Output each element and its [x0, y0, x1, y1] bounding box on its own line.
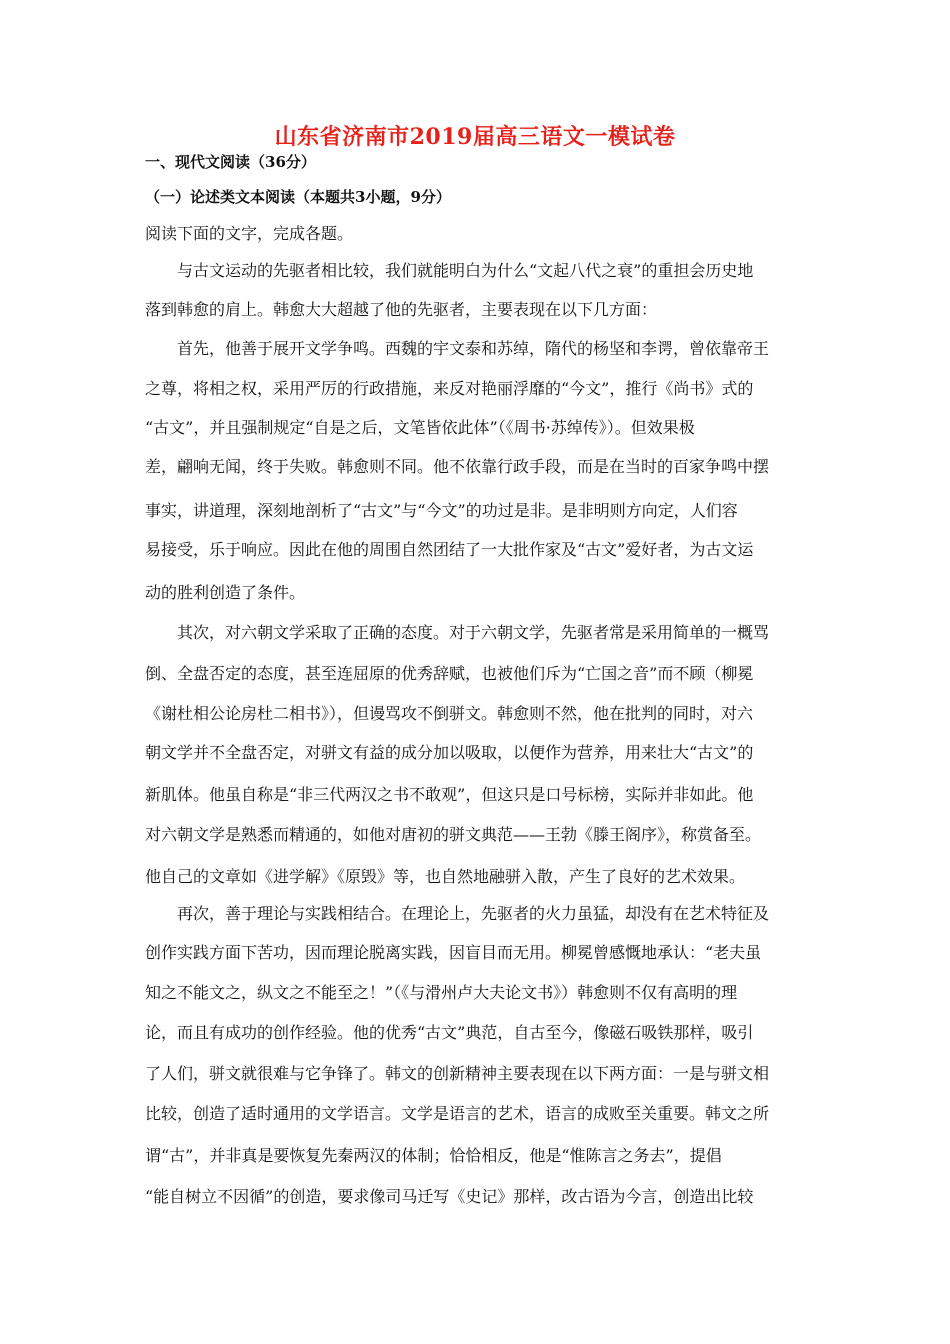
text-line: 他自己的文章如《进学解》《原毁》等，也自然地融骈入散，产生了良好的艺术效果。 — [145, 867, 746, 886]
text-line: 创作实践方面下苦功，因而理论脱离实践，因盲目而无用。柳冕曾感慨地承认：“老夫虽 — [145, 943, 762, 962]
text-line: 论，而且有成功的创作经验。他的优秀“古文”典范，自古至今，像磁石吸铁那样，吸引 — [145, 1023, 754, 1042]
text-line: 了人们，骈文就很难与它争锋了。韩文的创新精神主要表现在以下两方面：一是与骈文相 — [145, 1064, 770, 1083]
subsection-heading: （一）论述类文本阅读（本题共3小题，9分） — [145, 188, 451, 206]
text-line: 落到韩愈的肩上。韩愈大大超越了他的先驱者，主要表现在以下几方面： — [145, 300, 658, 319]
text-line: 《谢杜相公论房杜二相书》），但谩骂攻不倒骈文。韩愈则不然，他在批判的同时，对六 — [145, 704, 754, 723]
text-line: 比较，创造了适时通用的文学语言。文学是语言的艺术，语言的成败至关重要。韩文之所 — [145, 1104, 770, 1123]
section-heading: 一、现代文阅读（36分） — [145, 153, 316, 171]
text-line: 之尊，将相之权，采用严厉的行政措施，来反对艳丽浮靡的“今文”，推行《尚书》式的 — [145, 379, 754, 398]
text-line: “能自树立不因循”的创造，要求像司马迁写《史记》那样，改古语为今言，创造出比较 — [145, 1187, 754, 1206]
instruction-text: 阅读下面的文字，完成各题。 — [145, 224, 354, 243]
text-line: 差，翩响无闻，终于失败。韩愈则不同。他不依靠行政手段，而是在当时的百家争鸣中摆 — [145, 457, 770, 476]
text-line: 再次，善于理论与实践相结合。在理论上，先驱者的火力虽猛，却没有在艺术特征及 — [177, 904, 770, 923]
text-line: 易接受，乐于响应。因此在他的周围自然团结了一大批作家及“古文”爱好者，为古文运 — [145, 540, 754, 559]
text-line: 朝文学并不全盘否定，对骈文有益的成分加以吸取，以便作为营养，用来壮大“古文”的 — [145, 743, 754, 762]
text-line: 与古文运动的先驱者相比较，我们就能明白为什么“文起八代之衰”的重担会历史地 — [177, 261, 754, 280]
text-line: 谓“古”，并非真是要恢复先秦两汉的体制；恰恰相反，他是“惟陈言之务去”，提倡 — [145, 1146, 722, 1165]
document-title: 山东省济南市2019届高三语文一模试卷 — [274, 124, 676, 150]
text-line: 首先，他善于展开文学争鸣。西魏的宇文泰和苏绰，隋代的杨坚和李谔，曾依靠帝王 — [177, 339, 770, 358]
text-line: 动的胜利创造了条件。 — [145, 583, 306, 602]
text-line: 倒、全盘否定的态度，甚至连屈原的优秀辞赋，也被他们斥为“亡国之音”而不顾（柳冕 — [145, 664, 754, 683]
text-line: 其次，对六朝文学采取了正确的态度。对于六朝文学，先驱者常是采用简单的一概骂 — [177, 623, 770, 642]
text-line: 对六朝文学是熟悉而精通的，如他对唐初的骈文典范——王勃《滕王阁序》，称赏备至。 — [145, 825, 762, 844]
text-line: 新肌体。他虽自称是“非三代两汉之书不敢观”，但这只是口号标榜，实际并非如此。他 — [145, 785, 754, 804]
text-line: 事实，讲道理，深刻地剖析了“古文”与“今文”的功过是非。是非明则方向定，人们容 — [145, 501, 738, 520]
text-line: “古文”，并且强制规定“自是之后，文笔皆依此体”（《周书·苏绰传》）。但效果极 — [145, 418, 695, 437]
text-line: 知之不能文之，纵文之不能至之！”（《与滑州卢大夫论文书》）韩愈则不仅有高明的理 — [145, 983, 738, 1002]
